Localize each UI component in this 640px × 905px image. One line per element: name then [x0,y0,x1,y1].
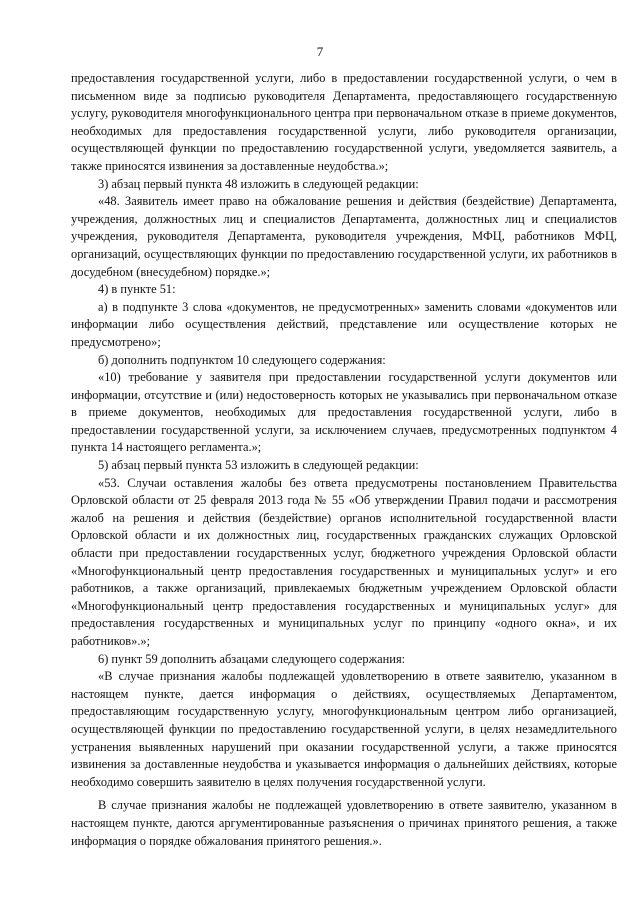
paragraph-item-5: 5) абзац первый пункта 53 изложить в следующей редакции: [98,458,419,473]
page-number: 7 [316,44,324,59]
paragraph-item-6: 6) пункт 59 дополнить абзацами следующего содержания: [98,651,406,666]
paragraph-point-48: «48. Заявитель имеет право на обжалование решения и действия (бездействие) Департамента, учреждения, должностных лиц и специалистов Департамента, должностных лиц и специалистов учреждения, руководителя Департамента, руководителя учреждения, МФЦ, работников МФЦ, организаций, осуществляющих функции по предоставлению государственной услуги, их работников в досудебном (внесудебном) порядке.»; [71,194,617,279]
paragraph-complaint-rejected: В случае признания жалобы не подлежащей удовлетворению в ответе заявителю, указанном в настоящем пункте, даются аргументированные разъяснения о причинах принятого решения, а также информация о порядке обжалования принятого решения.». [71,798,617,848]
paragraph-subitem-a: а) в подпункте 3 слова «документов, не предусмотренных» заменить словами «документов или информации либо осуществления действий, представление или осуществление которых не предусмотрено»; [71,299,617,349]
paragraph-item-3: 3) абзац первый пункта 48 изложить в следующей редакции: [98,176,419,191]
paragraph-subpoint-10: «10) требование у заявителя при предоставлении государственной услуги документов или информации, отсутствие и (или) недостоверность которых не указывались при первоначальном отказе в приеме документов, необходимых для предоставления государственной услуги, либо в предоставлении государственной услуги, за исключением случаев, предусмотренных подпунктом 4 пункта 14 настоящего регламента.»; [71,370,617,455]
paragraph-subitem-b: б) дополнить подпунктом 10 следующего содержания: [98,352,386,367]
paragraph-continuation: предоставления государственной услуги, либо в предоставлении государственной услуги, о чем в письменном виде за подписью руководителя Департамента, предоставляющего государственную услугу, руководителя многофункционального центра при первоначальном отказе в приеме документов, необходимых для предоставления государственной услуги, либо руководителя организации, осуществляющей функции по предоставлению государственной услуги, уведомляется заявитель, а также приносятся извинения за доставленные неудобства.»; [71,71,617,173]
paragraph-point-53: «53. Случаи оставления жалобы без ответа предусмотрены постановлением Правительства Орловской области от 25 февраля 2013 года № 55 «Об утверждении Правил подачи и рассмотрения жалоб на решения и действия (бездействие) органов исполнительной государственной власти Орловской области и их должностных лиц, государственных гражданских служащих Орловской области при предоставлении государственных услуг, бюджетного учреждения Орловской области «Многофункциональный центр предоставления государственных и муниципальных услуг» и его работников, а также организаций, привлекаемых бюджетным учреждением Орловской области «Многофункциональный центр предоставления государственных и муниципальных услуг» для предоставления государственных и муниципальных услуг по принципу «одного окна», и их работников».»; [71,475,617,648]
document-body [71,70,617,850]
paragraph-item-4: 4) в пункте 51: [98,282,176,297]
paragraph-complaint-satisfied: «В случае признания жалобы подлежащей удовлетворению в ответе заявителю, указанном в настоящем пункте, дается информация о действиях, осуществляемых Департаментом, предоставляющим государственную услугу, многофункциональным центром либо организацией, осуществляющей функции по предоставлению государственной услуги, в целях незамедлительного устранения выявленных нарушений при оказании государственной услуги, а также приносятся извинения за доставленные неудобства и указывается информация о дальнейших действиях, которые необходимо совершить заявителю в целях получения государственной услуги. [71,669,617,789]
